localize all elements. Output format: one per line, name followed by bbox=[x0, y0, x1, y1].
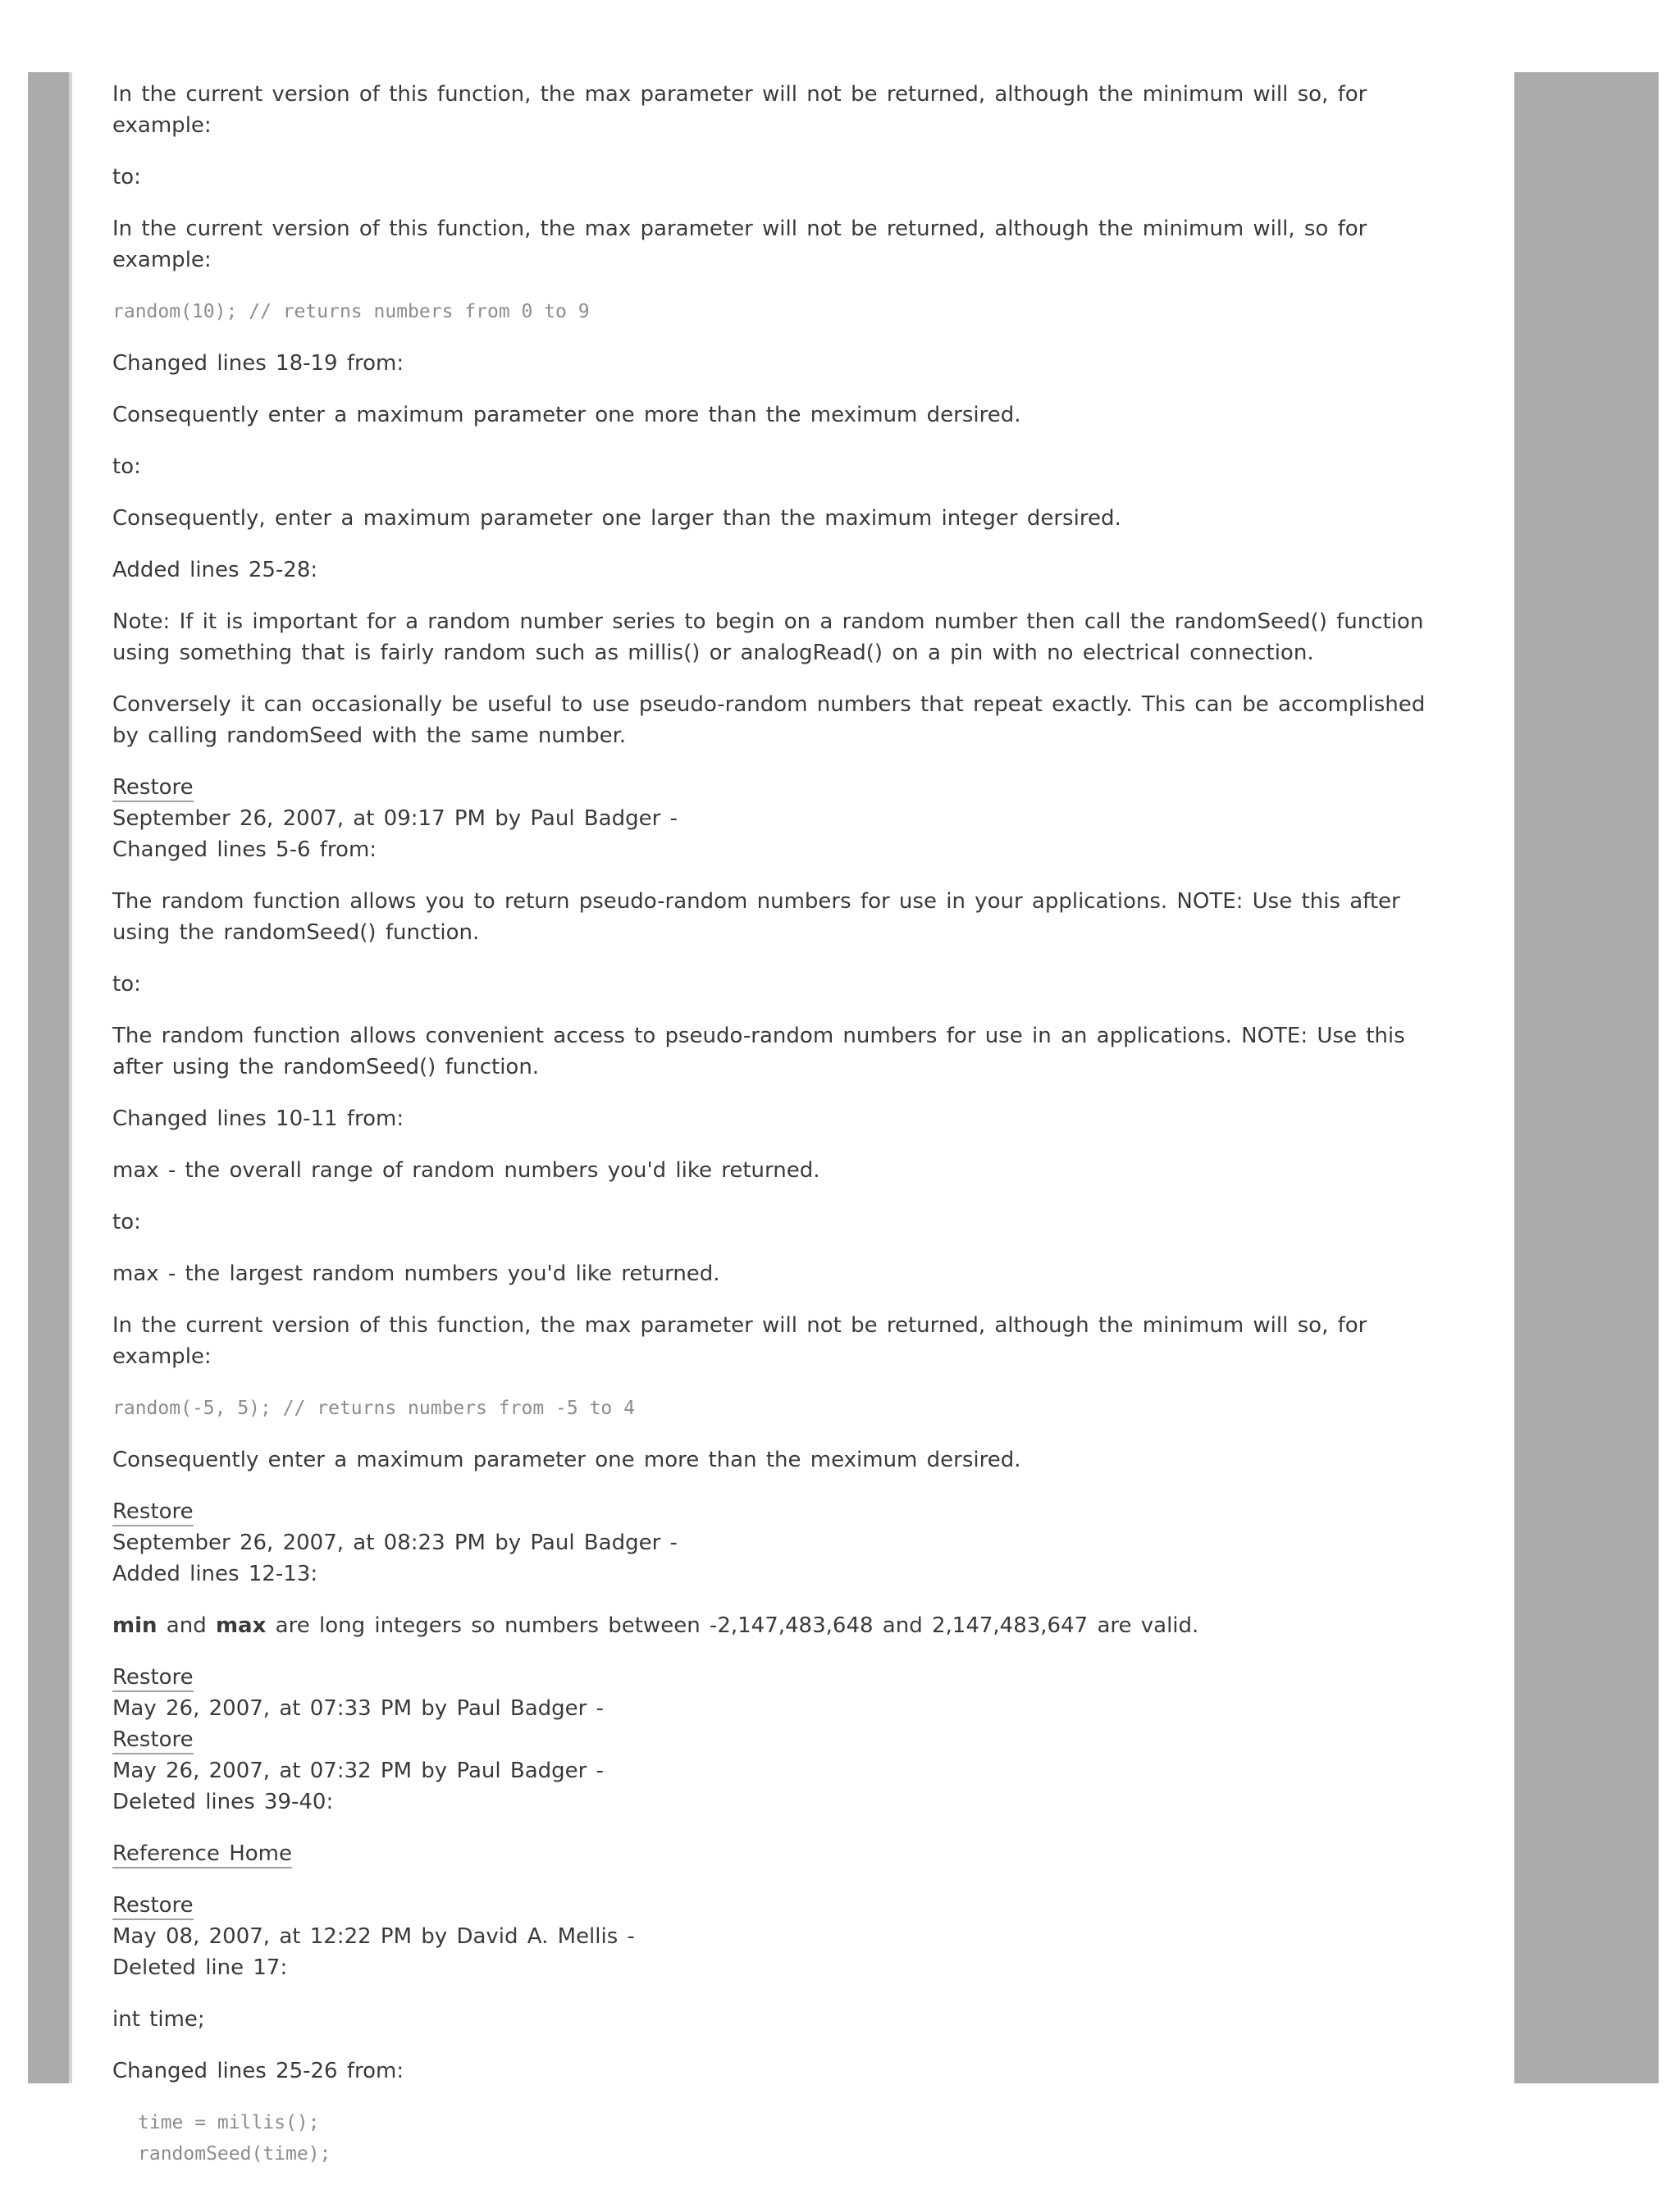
revision-entry bbox=[112, 1662, 1458, 1724]
revision-meta: May 26, 2007, at 07:33 PM by Paul Badger - bbox=[112, 1696, 604, 1721]
revision-meta: May 08, 2007, at 12:22 PM by David A. Mellis - bbox=[112, 1924, 635, 1949]
diff-text: The random function allows convenient access to pseudo-random numbers for use in an applications. NOTE: Use this after using the randomSeed() function. bbox=[112, 1024, 1405, 1079]
diff-heading: Changed lines 5-6 from: bbox=[112, 837, 377, 862]
revision-meta: September 26, 2007, at 08:23 PM by Paul Badger - bbox=[112, 1531, 678, 1555]
revision-entry bbox=[112, 1724, 1458, 1818]
restore-link[interactable]: Restore bbox=[112, 1893, 194, 1920]
code-line: randomSeed(time); bbox=[138, 2143, 331, 2165]
diff-text: to: bbox=[112, 454, 141, 479]
code-sample bbox=[112, 2107, 1458, 2169]
revision-history-content bbox=[112, 79, 1458, 2190]
diff-text: Changed lines 18-19 from: bbox=[112, 351, 404, 376]
revision-entry bbox=[112, 1496, 1458, 1590]
diff-heading: Deleted lines 39-40: bbox=[112, 1790, 334, 1814]
diff-text: In the current version of this function, the max parameter will not be returned, although the minimum will so, for example: bbox=[112, 1313, 1367, 1369]
revision-meta: May 26, 2007, at 07:32 PM by Paul Badger - bbox=[112, 1759, 604, 1783]
diff-text: Changed lines 25-26 from: bbox=[112, 2059, 404, 2083]
diff-text: The random function allows you to return pseudo-random numbers for use in your applications. NOTE: Use this after using the randomSeed() function. bbox=[112, 889, 1400, 945]
diff-text: Conversely it can occasionally be useful to use pseudo-random numbers that repeat exactly. This can be accomplished by calling randomSeed with the same number. bbox=[112, 692, 1426, 748]
diff-text: Consequently, enter a maximum parameter one larger than the maximum integer dersired. bbox=[112, 506, 1121, 531]
code-sample: random(-5, 5); // returns numbers from -5 to 4 bbox=[112, 1398, 635, 1419]
revision-meta: September 26, 2007, at 09:17 PM by Paul Badger - bbox=[112, 806, 678, 831]
diff-text: to: bbox=[112, 1210, 141, 1234]
bold-term: max bbox=[215, 1613, 267, 1638]
restore-link[interactable]: Restore bbox=[112, 1499, 194, 1526]
left-margin-bar bbox=[28, 72, 72, 2083]
diff-heading: Added lines 12-13: bbox=[112, 1562, 318, 1586]
diff-text: int time; bbox=[112, 2007, 205, 2032]
diff-text: Consequently enter a maximum parameter one more than the meximum dersired. bbox=[112, 403, 1021, 427]
restore-link[interactable]: Restore bbox=[112, 775, 194, 802]
diff-text: max - the overall range of random numbers you'd like returned. bbox=[112, 1158, 820, 1183]
revision-entry bbox=[112, 772, 1458, 865]
revision-entry bbox=[112, 1890, 1458, 1983]
diff-text: max - the largest random numbers you'd like returned. bbox=[112, 1262, 720, 1286]
code-sample: random(10); // returns numbers from 0 to 9 bbox=[112, 301, 590, 322]
diff-text: In the current version of this function, the max parameter will not be returned, although the minimum will, so for example: bbox=[112, 217, 1367, 272]
code-line: time = millis(); bbox=[138, 2112, 320, 2133]
diff-text: In the current version of this function, the max parameter will not be returned, although the minimum will so, for example: bbox=[112, 82, 1367, 138]
diff-text: to: bbox=[112, 972, 141, 997]
reference-home-link[interactable]: Reference Home bbox=[112, 1841, 292, 1868]
diff-heading: Deleted line 17: bbox=[112, 1955, 288, 1980]
diff-text: min and max are long integers so numbers between -2,147,483,648 and 2,147,483,647 are valid. bbox=[112, 1613, 1199, 1638]
right-margin-bar bbox=[1514, 72, 1659, 2083]
diff-text: Consequently enter a maximum parameter one more than the meximum dersired. bbox=[112, 1448, 1021, 1472]
restore-link[interactable]: Restore bbox=[112, 1665, 194, 1692]
restore-link[interactable]: Restore bbox=[112, 1727, 194, 1754]
diff-text: to: bbox=[112, 165, 141, 189]
bold-term: min bbox=[112, 1613, 158, 1638]
diff-text: Changed lines 10-11 from: bbox=[112, 1106, 404, 1131]
diff-text: Added lines 25-28: bbox=[112, 558, 318, 582]
diff-text bbox=[112, 1838, 1458, 1869]
diff-text: Note: If it is important for a random number series to begin on a random number then call the randomSeed() function using something that is fairly random such as millis() or analogRead() on a pin with no electrical connection. bbox=[112, 609, 1424, 665]
